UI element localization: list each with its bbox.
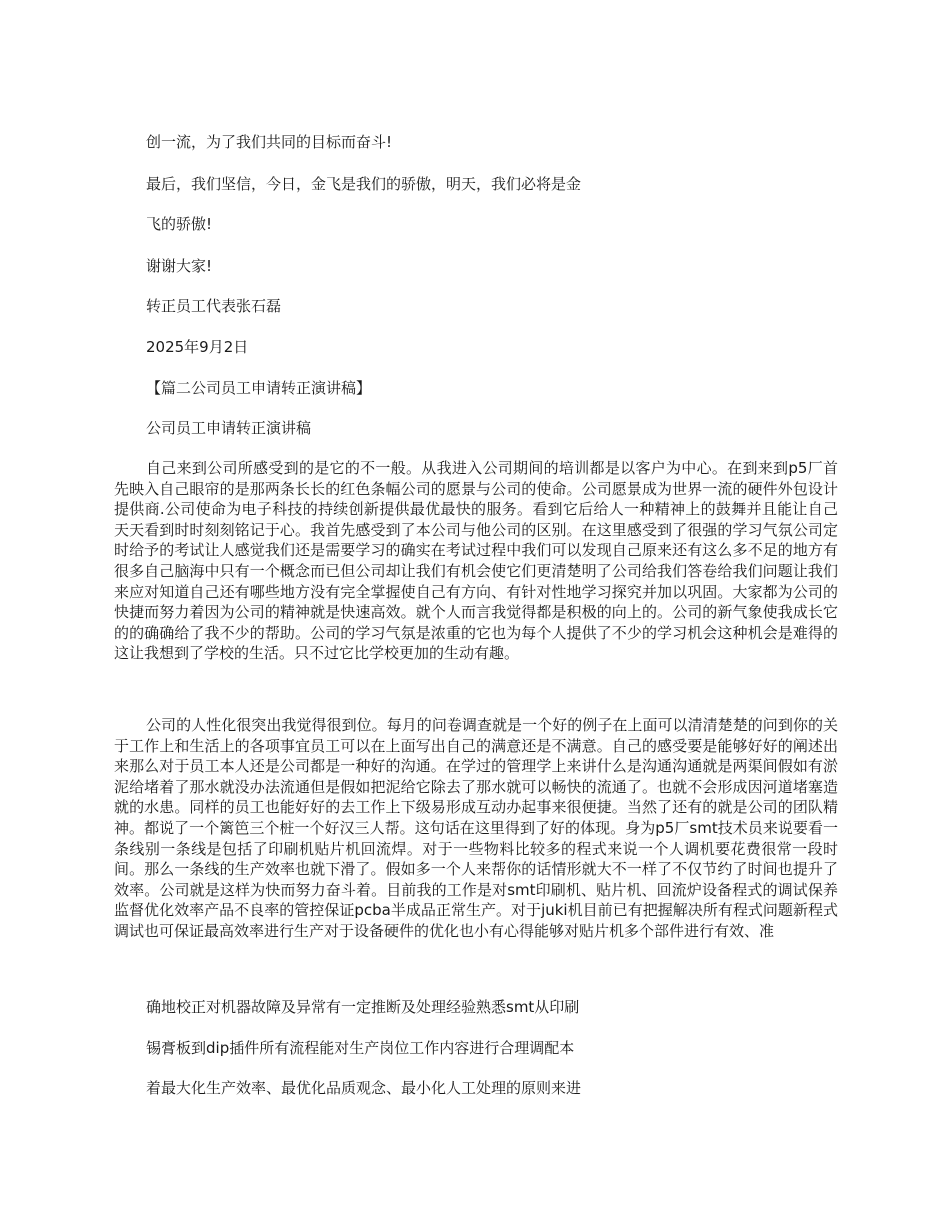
text-line: 锡膏板到dip插件所有流程能对生产岗位工作内容进行合理调配本 (146, 1039, 575, 1057)
text-line: 创一流，为了我们共同的目标而奋斗! (146, 133, 393, 151)
text-line: 最后，我们坚信，今日，金飞是我们的骄傲，明天，我们必将是金 (146, 175, 582, 193)
paragraph: 公司的人性化很突出我觉得很到位。每月的问卷调查就是一个好的例子在上面可以清清楚楚的问到你的关于工作上和生活上的各项事宜员工可以在上面写出自己的满意还是不满意。自己的感受要是能够好好的阐述出来那么对于员工本人还是公司都是一种好的沟通。在学过的管理学上来讲什么是沟通沟通就是两渠间假如有淤泥给堵着了那水就没办法流通但是假如把泥给它除去了那水就可以畅快的流通了。也就不会形成因河道堵塞造就的水患。同样的员工也能好好的去工作上下级易形成互动办起事来很便捷。当然了还有的就是公司的团队精神。都说了一个篱笆三个桩一个好汉三人帮。这句话在这里得到了好的体现。身为p5厂smt技术员来说要看一条线别一条线是包括了印刷机贴片机回流焊。对于一些物料比较多的程式来说一个人调机要花费很常一段时间。那么一条线的生产效率也就下滑了。假如多一个人来帮你的话情形就大不一样了不仅节约了时间也提升了效率。公司就是这样为快而努力奋斗着。目前我的工作是对smt印刷机、贴片机、回流炉设备程式的调试保养监督优化效率产品不良率的管控保证pcba半成品正常生产。对于juki机目前已有把握解决所有程式问题新程式调试也可保证最高效率进行生产对于设备硬件的优化也小有心得能够对贴片机多个部件进行有效、准 (114, 716, 838, 940)
date-line: 2025年9月2日 (146, 338, 249, 356)
text-line: 谢谢大家! (146, 257, 213, 275)
text-line: 着最大化生产效率、最优化品质观念、最小化人工处理的原则来进 (146, 1079, 582, 1097)
paragraph: 自己来到公司所感受到的是它的不一般。从我进入公司期间的培训都是以客户为中心。在到来到p5厂首先映入自己眼帘的是那两条长长的红色条幅公司的愿景与公司的使命。公司愿景成为世界一流的硬件外包设计提供商.公司使命为电子科技的持续创新提供最优最快的服务。看到它后给人一种精神上的鼓舞并且能让自己天天看到时时刻刻铭记于心。我首先感受到了本公司与他公司的区别。在这里感受到了很强的学习气氛公司定时给予的考试让人感觉我们还是需要学习的确实在考试过程中我们可以发现自己原来还有这么多不足的地方有很多自己脑海中只有一个概念而已但公司却让我们有机会使它们更清楚明了公司给我们答卷给我们问题让我们来应对知道自己还有哪些地方没有完全掌握使自己有方向、有针对性地学习探究并加以巩固。大家都为公司的快捷而努力着因为公司的精神就是快速高效。就个人而言我觉得都是积极的向上的。公司的新气象使我成长它的的确确给了我不少的帮助。公司的学习气氛是浓重的它也为每个人提供了不少的学习机会这种机会是难得的这让我想到了学校的生活。只不过它比学校更加的生动有趣。 (114, 459, 838, 663)
text-line: 确地校正对机器故障及异常有一定推断及处理经验熟悉smt从印刷 (146, 998, 580, 1016)
document-title: 公司员工申请转正演讲稿 (146, 419, 312, 437)
text-line: 飞的骄傲! (146, 215, 213, 233)
signature-line: 转正员工代表张石磊 (146, 297, 282, 315)
section-heading: 【篇二公司员工申请转正演讲稿】 (146, 379, 372, 397)
